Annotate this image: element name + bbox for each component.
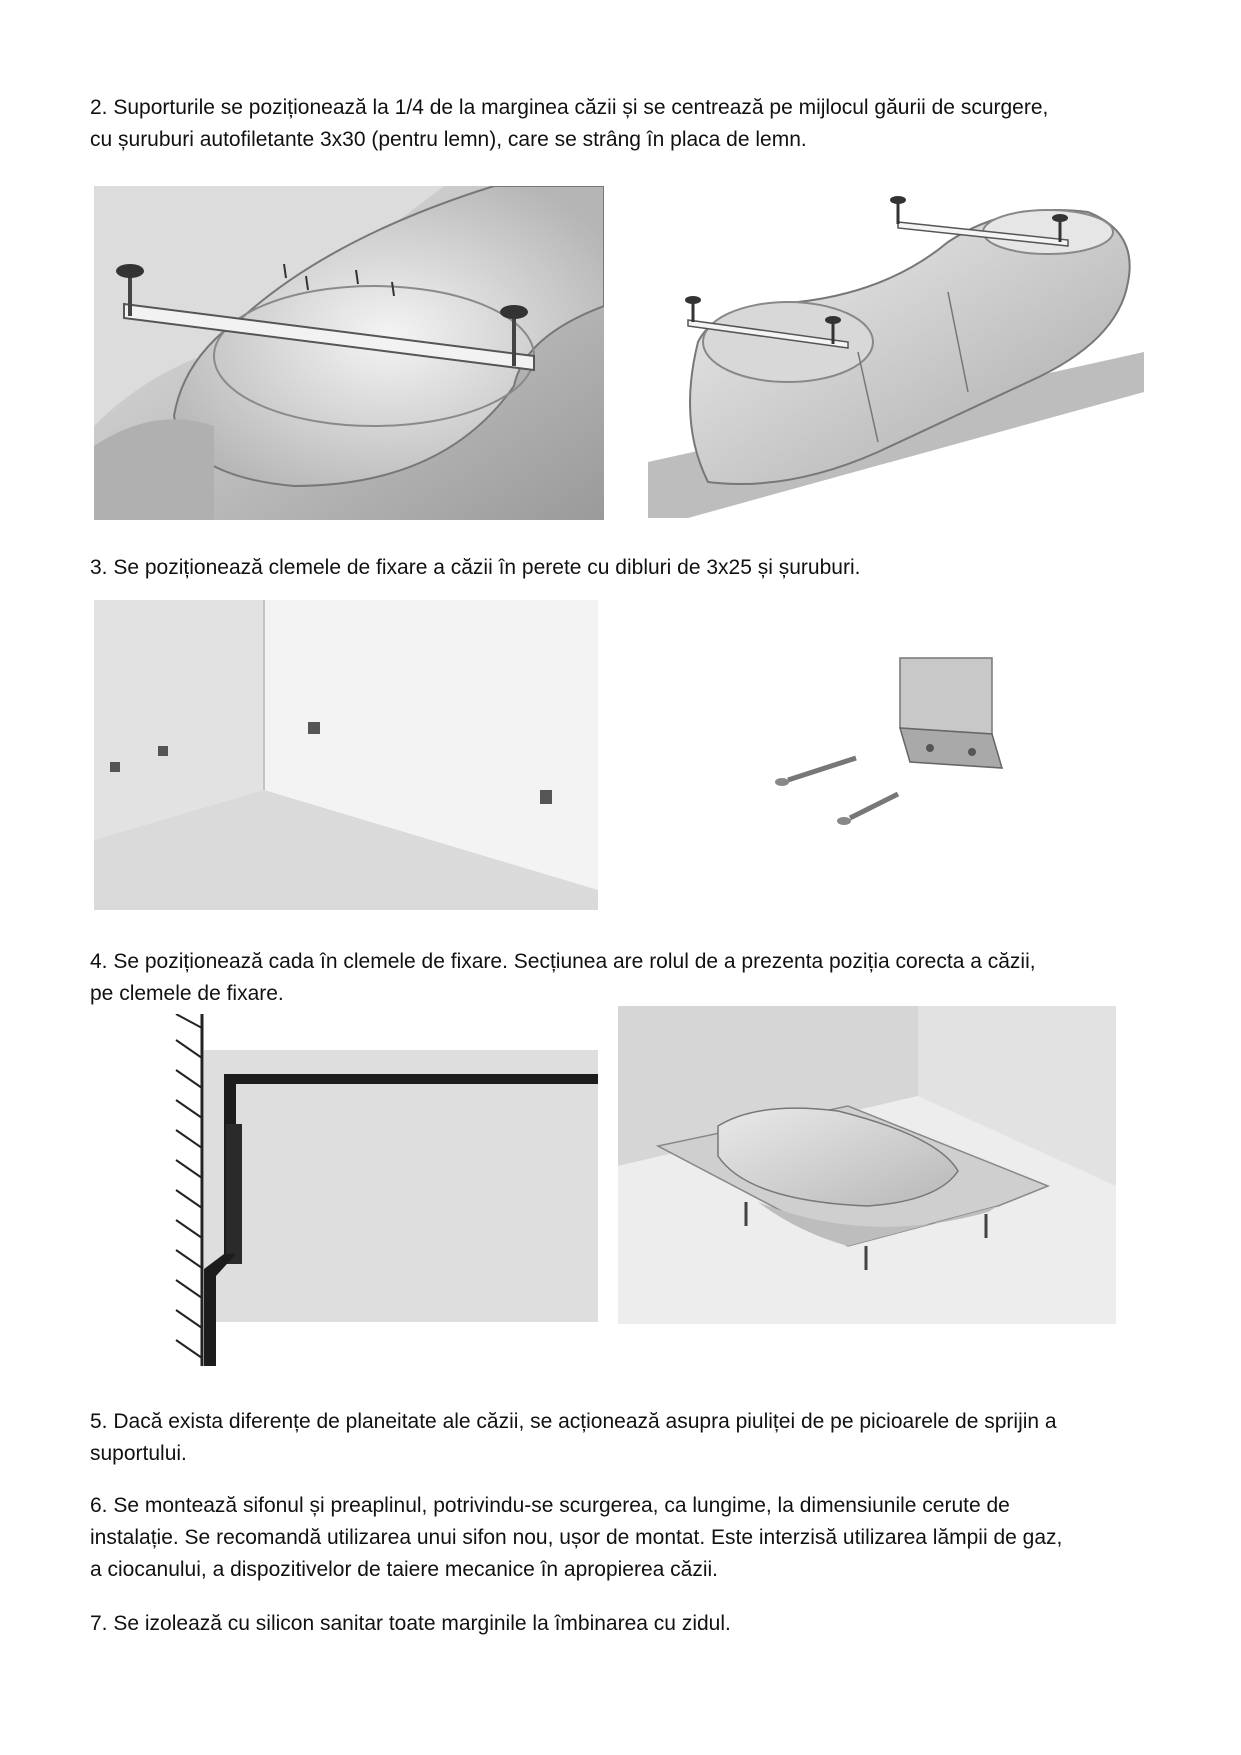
step-line: instalație. Se recomandă utilizarea unui sifon nou, ușor de montat. Este interzisă utilizarea lămpii de gaz, [90, 1526, 1063, 1549]
step-6-text [90, 1490, 1160, 1586]
clip-screws-figure [760, 650, 1020, 830]
step-line: cu șuruburi autofiletante 3x30 (pentru lemn), care se strâng în placa de lemn. [90, 128, 807, 151]
support-bar-closeup-figure [94, 186, 604, 520]
step-line: Se poziționează clemele de fixare a căzii în perete cu dibluri de 3x25 și șuruburi. [113, 556, 861, 579]
step-5-text [90, 1406, 1160, 1470]
step-number: 2. [90, 96, 108, 119]
step-7-text [90, 1608, 1160, 1640]
step-line: pe clemele de fixare. [90, 982, 284, 1005]
step-3-text [90, 552, 1160, 584]
installed-bathtub-figure [618, 1006, 1116, 1324]
step-number: 4. [90, 950, 108, 973]
step-line: Se izolează cu silicon sanitar toate marginile la îmbinarea cu zidul. [113, 1612, 731, 1635]
step-line: Se montează sifonul și preaplinul, potrivindu-se scurgerea, ca lungime, la dimensiunile cerute de [113, 1494, 1010, 1517]
step-line: Dacă exista diferențe de planeitate ale căzii, se acționează asupra piuliței de pe picioarele de sprijin a [113, 1410, 1057, 1433]
step-line: Se poziționează cada în clemele de fixare. Secțiunea are rolul de a prezenta poziția corecta a căzii, [113, 950, 1036, 973]
step-line: a ciocanului, a dispozitivelor de taiere mecanice în apropierea căzii. [90, 1558, 719, 1581]
step-number: 6. [90, 1494, 108, 1517]
wall-clips-figure [94, 600, 598, 910]
step-number: 7. [90, 1612, 108, 1635]
step-number: 5. [90, 1410, 108, 1433]
step-line: Suporturile se poziționează la 1/4 de la marginea căzii și se centrează pe mijlocul găurii de scurgere, [113, 96, 1049, 119]
step-number: 3. [90, 556, 108, 579]
cross-section-figure [166, 1014, 598, 1366]
step-4-text [90, 946, 1160, 1010]
bathtub-supports-figure [648, 192, 1144, 518]
step-line: suportului. [90, 1442, 187, 1465]
step-2-text [90, 92, 1160, 156]
